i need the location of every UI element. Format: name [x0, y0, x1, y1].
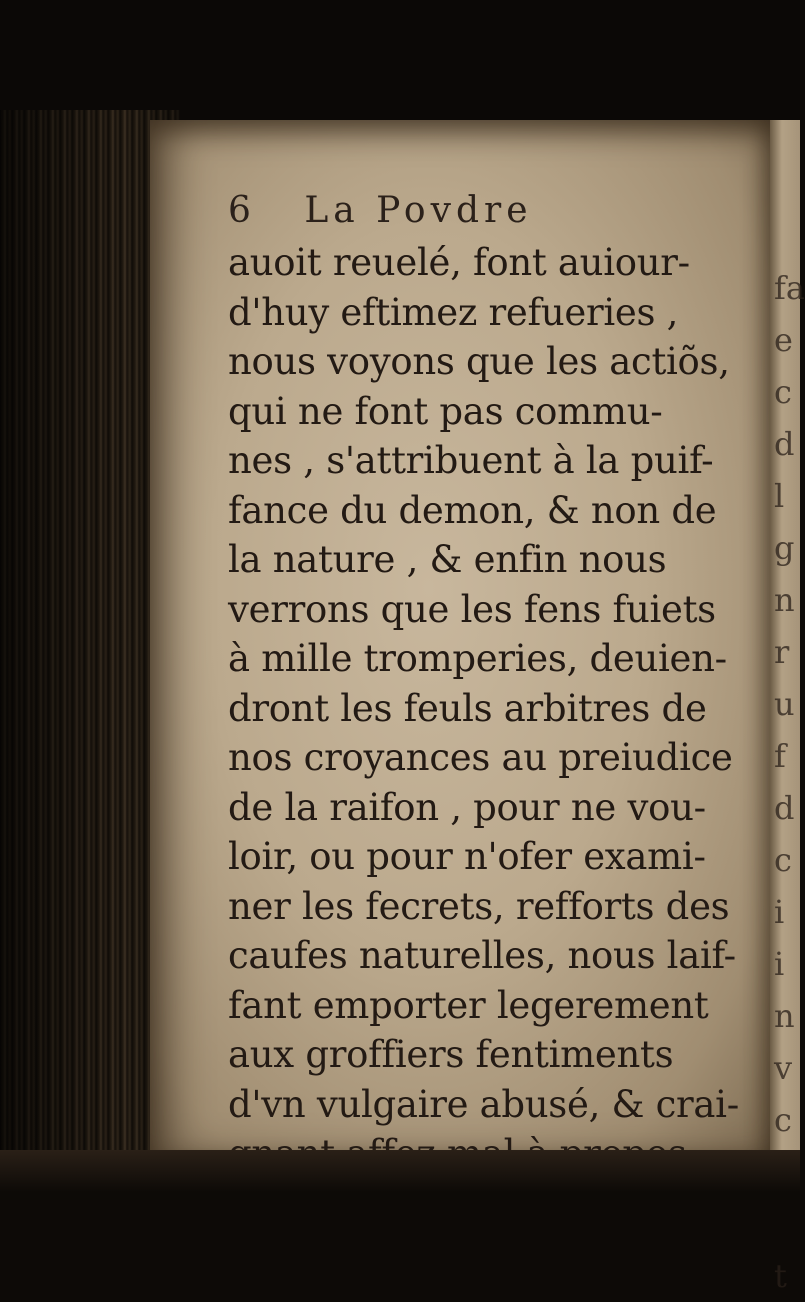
facing-page-letter: i — [774, 893, 785, 931]
text-line: nous voyons que les actiõs, — [228, 340, 730, 383]
text-line: ner les fecrets, refforts des — [228, 884, 730, 928]
facing-page-letter: fa — [774, 269, 805, 307]
facing-page-letter: e — [774, 321, 793, 359]
text-line: d'vn vulgaire abusé, & crai- — [228, 1082, 739, 1126]
body-text — [228, 238, 748, 1228]
text-line: nes , s'attribuent à la puif- — [228, 439, 714, 482]
text-line: auoit reuelé, font auiour- — [228, 241, 690, 284]
text-line: nos croyances au preiudice — [228, 736, 733, 779]
facing-page-letter: l — [774, 477, 785, 515]
page-header — [228, 190, 533, 231]
facing-page-letter: f — [774, 737, 786, 775]
text-line: dront les feuls arbitres de — [228, 686, 707, 730]
text-line: fance du demon, & non de — [228, 488, 717, 532]
facing-page-letter: g — [774, 529, 795, 567]
facing-page-letter: c — [774, 1101, 792, 1139]
facing-page-letter: t — [774, 1257, 787, 1295]
text-line: à mille tromperies, deuien- — [228, 637, 727, 680]
facing-page-letters — [774, 262, 805, 1302]
text-line: caufes naturelles, nous laif- — [228, 934, 736, 977]
facing-page-letter: d — [774, 789, 795, 827]
text-line: qui ne font pas commu- — [228, 389, 663, 433]
facing-page-letter: c — [774, 841, 792, 879]
background-bottom — [0, 1150, 800, 1256]
facing-page-letter: r — [774, 633, 790, 671]
background-top — [0, 0, 800, 120]
facing-page-letter: n — [774, 581, 795, 619]
facing-page-letter: d — [774, 425, 795, 463]
text-line: aux groffiers fentiments — [228, 1033, 674, 1076]
text-line: verrons que les fens fuiets — [228, 587, 716, 631]
facing-page-letter: n — [774, 997, 795, 1035]
facing-page-edge — [770, 120, 805, 1295]
text-line: de la raifon , pour ne vou- — [228, 785, 706, 829]
running-title: La Povdre — [304, 190, 533, 231]
facing-page-letter: i — [774, 945, 785, 983]
page-number: 6 — [228, 190, 256, 231]
text-line: d'huy eftimez refueries , — [228, 290, 679, 334]
text-line: loir, ou pour n'ofer exami- — [228, 835, 706, 878]
facing-page-letter: u — [774, 685, 795, 723]
facing-page-letter: v — [774, 1049, 793, 1087]
text-line: fant emporter legerement — [228, 983, 709, 1027]
text-line: la nature , & enfin nous — [228, 538, 667, 581]
facing-page-letter: c — [774, 373, 792, 411]
